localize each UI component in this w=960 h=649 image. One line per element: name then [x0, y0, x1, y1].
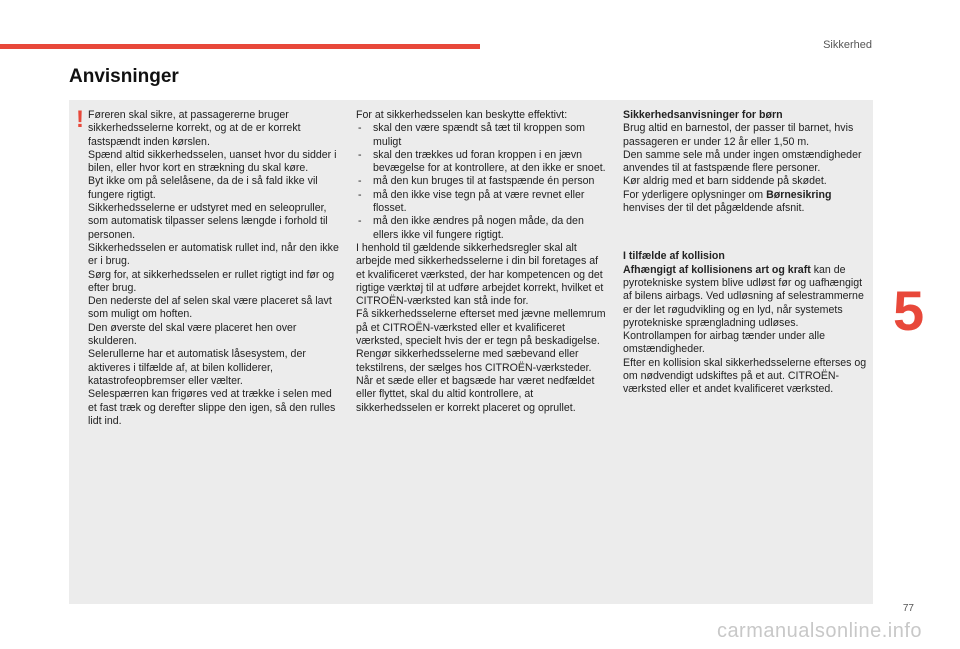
spacer: [623, 215, 869, 250]
page-title: Anvisninger: [69, 66, 179, 87]
paragraph: Brug altid en barnestol, der passer til barnet, hvis passageren er under 12 år eller 1,50 m.: [623, 122, 854, 148]
chapter-number: 5: [893, 279, 925, 342]
paragraph: Rengør sikkerhedsselerne med sæbevand eller tekstilrens, der sælges hos CITROËN-værksteder.: [356, 348, 592, 374]
page-number: 77: [902, 603, 914, 614]
list-item: - må den ikke vise tegn på at være revnet eller flosset.: [356, 189, 606, 216]
paragraph: Få sikkerhedsselerne efterset med jævne mellemrum på et CITROËN-værksted eller et kvalificeret værksted, specielt hvis der er tegn på beskadigelse.: [356, 308, 606, 348]
paragraph: Føreren skal sikre, at passagererne bruger sikkerhedsselerne korrekt, og at de er korrekt fastspændt inden kørslen.: [88, 109, 301, 148]
paragraph: Kontrollampen for airbag tænder under alle omstændigheder.: [623, 330, 825, 356]
content-panel: [69, 100, 873, 604]
paragraph: I henhold til gældende sikkerhedsregler skal alt arbejde med sikkerhedsselerne i din bil foretages af et kvalificeret værksted, der har kompetencen og det rigtige værktøj til at udføre arbejdet korrekt, hvilket et CITROËN-værksted kan stå inde for.: [356, 241, 604, 308]
paragraph: Når et sæde eller et bagsæde har været nedfældet eller flyttet, skal du altid kontrollere, at sikkerhedsselen er korrekt placeret og oprullet.: [356, 374, 595, 414]
children-heading: Sikkerhedsanvisninger for børn: [623, 109, 783, 121]
list-item: - skal den være spændt så tæt til kroppen som muligt: [356, 122, 606, 149]
paragraph: Spænd altid sikkerhedsselen, uanset hvor du sidder i bilen, eller hvor kort en strækning du skal køre.: [88, 148, 337, 175]
paragraph: Den samme sele må under ingen omstændigheder anvendes til at fastspænde flere personer.: [623, 148, 862, 175]
warning-icon: !: [76, 106, 84, 133]
paragraph: Den nederste del af selen skal være placeret så lavt som muligt om hoften.: [88, 295, 332, 321]
list-item: - må den ikke ændres på nogen måde, da den ellers ikke vil fungere rigtigt.: [356, 215, 606, 242]
paragraph: Selerullerne har et automatisk låsesystem, der aktiveres i tilfælde af, at bilen kolliderer, katastrofeopbremser eller vælter.: [88, 348, 306, 387]
column-children-and-collision: [623, 109, 869, 397]
paragraph: Selespærren kan frigøres ved at trække i selen med et fast træk og derefter slippe den igen, så den rulles lidt ind.: [88, 388, 336, 427]
list-item: - skal den trækkes ud foran kroppen i en jævn bevægelse for at kontrollere, at den ikke er snoet.: [356, 149, 606, 176]
paragraph: Sikkerhedsselen er automatisk rullet ind, når den ikke er i brug.: [88, 241, 339, 268]
paragraph: Den øverste del skal være placeret hen over skulderen.: [88, 321, 297, 348]
top-accent-bar: [0, 44, 480, 49]
intro-text: For at sikkerhedsselen kan beskytte effektivt:: [356, 109, 568, 121]
child-safety-reference: For yderligere oplysninger om Børnesikring henvises der til det pågældende afsnit.: [623, 188, 832, 215]
column-seat-belt-rules: [88, 109, 340, 428]
list-item: - må den kun bruges til at fastspænde én person: [356, 175, 606, 188]
column-effective-protection: [356, 109, 606, 415]
section-label: Sikkerhed: [823, 39, 872, 51]
paragraph: Byt ikke om på selelåsene, da de i så fald ikke vil fungere rigtigt.: [88, 175, 318, 201]
paragraph: Sikkerhedsselerne er udstyret med en seleopruller, som automatisk tilpasser selens længde i forhold til personen.: [88, 202, 328, 241]
paragraph: Efter en kollision skal sikkerhedsselerne efterses og om nødvendigt udskiftes på et aut. CITROËN-værksted eller et andet kvalificeret værksted.: [623, 356, 867, 396]
collision-paragraph: Afhængigt af kollisionens art og kraft kan de pyrotekniske system blive udløst før og uafhængigt af bilens airbags. Ved udløsning af selestrammerne er der let røgudvikling og en lyd, når systemets pyrotekniske sprængladning udløses.: [623, 263, 864, 329]
paragraph: Sørg for, at sikkerhedsselen er rullet rigtigt ind før og efter brug.: [88, 268, 335, 294]
paragraph: Kør aldrig med et barn siddende på skødet.: [623, 175, 827, 188]
watermark: carmanualsonline.info: [716, 620, 922, 642]
collision-heading: I tilfælde af kollision: [623, 250, 725, 263]
